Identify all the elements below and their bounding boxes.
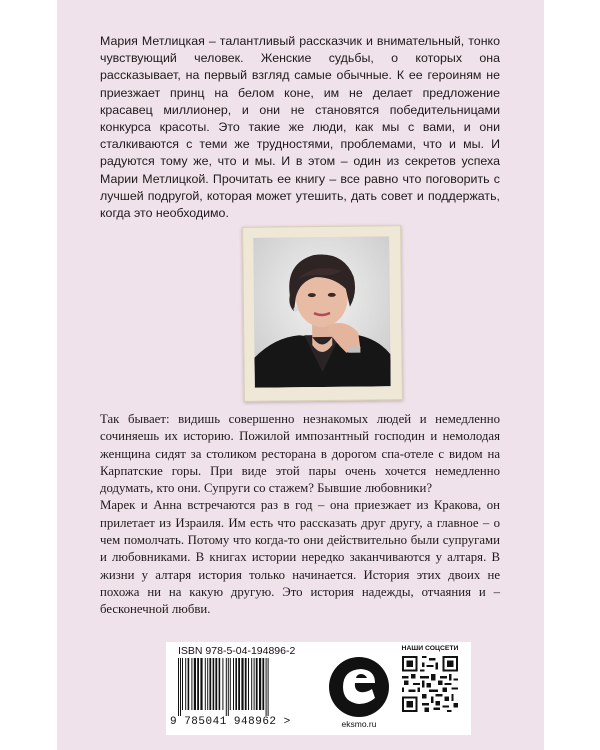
qr-label: НАШИ СОЦСЕТИ [401, 645, 459, 652]
social-qr-code-icon [402, 656, 458, 712]
barcode-bar [222, 658, 223, 710]
barcode-bar [213, 658, 215, 710]
barcode-bar [230, 658, 231, 710]
barcode-bar [251, 658, 252, 710]
barcode-bar [266, 658, 267, 716]
barcode-bar [205, 658, 206, 710]
barcode-bar [254, 658, 255, 710]
barcode-bar [228, 658, 229, 716]
barcode-bar [226, 658, 227, 716]
isbn-barcode [176, 658, 294, 716]
barcode-bar [268, 658, 269, 716]
barcode-digits: 9 785041 948962 > [170, 716, 291, 728]
barcode-bar [219, 658, 221, 710]
barcode-bar [194, 658, 196, 710]
barcode-bar [200, 658, 202, 710]
annotation-paragraph: Так бывает: видишь совершенно незнакомых людей и немедленно сочиняешь их историю. Пожилой импозантный господин и немолодая женщина сидят за столиком ресторана в дорогом спа-отеле с видом на Карпатские горы. При виде этой пары очень хочется немедленно додумать, кто они. Супруги со стажем? Бывшие любовники? [100, 412, 500, 496]
eksmo-logo-icon [328, 656, 390, 718]
barcode-bar [233, 658, 234, 710]
book-annotation [100, 411, 500, 619]
barcode-bar [256, 658, 258, 710]
annotation-paragraph: Марек и Анна встречаются раз в год – она приезжает из Кракова, он прилетает из Израиля. Им есть что рассказать друг другу, а главное – о чем помолчать. Потому что когда-то они действительно были супругами и любовниками. В книгах истории нередко заканчиваются у алтаря. В жизни у алтаря история только начинается. История этих двоих не похожа ни на какую другую. Это история надежды, отчаяния и – бесконечной любви. [100, 498, 500, 617]
barcode-bar [191, 658, 192, 710]
barcode-bar [207, 658, 208, 710]
barcode-bar [245, 658, 247, 710]
barcode-bar [262, 658, 264, 710]
barcode-bar [248, 658, 249, 710]
barcode-bar [235, 658, 237, 710]
author-photo-frame [242, 225, 403, 402]
barcode-bar [188, 658, 190, 710]
publisher-site: eksmo.ru [341, 719, 377, 729]
barcode-bar [185, 658, 186, 710]
author-portrait [253, 236, 391, 387]
barcode-bar [182, 658, 183, 710]
barcode-bar [238, 658, 240, 710]
author-blurb: Мария Метлицкая – талантливый рассказчик и внимательный, тонко чувствующий человек. Женские судьбы, о которых она рассказывает, на первый взгляд самые обычные. К ее героиням не приезжает принц на белом коне, им не делает предложение красавец миллионер, и они не становятся победительницами конкурса красоты. Это такие же люди, как мы с вами, и они сталкиваются с теми же трудностями, проблемами, что и мы. И радуются тому же, что и мы. И в этом – один из секретов успеха Марии Метлицкой. Прочитать ее книгу – все равно что поговорить с лучшей подругой, которая может утешить, дать совет и поддержать, когда это необходимо. [100, 34, 500, 221]
barcode-bar [209, 658, 211, 710]
isbn-text: ISBN 978-5-04-194896-2 [178, 645, 296, 657]
publisher-info-box [166, 642, 471, 735]
barcode-bar [241, 658, 243, 710]
barcode-bar [215, 658, 217, 710]
author-portrait-image [253, 236, 391, 387]
barcode-bar [180, 658, 181, 716]
barcode-bar [259, 658, 261, 710]
barcode-bar [178, 658, 179, 716]
barcode-bar [197, 658, 199, 710]
